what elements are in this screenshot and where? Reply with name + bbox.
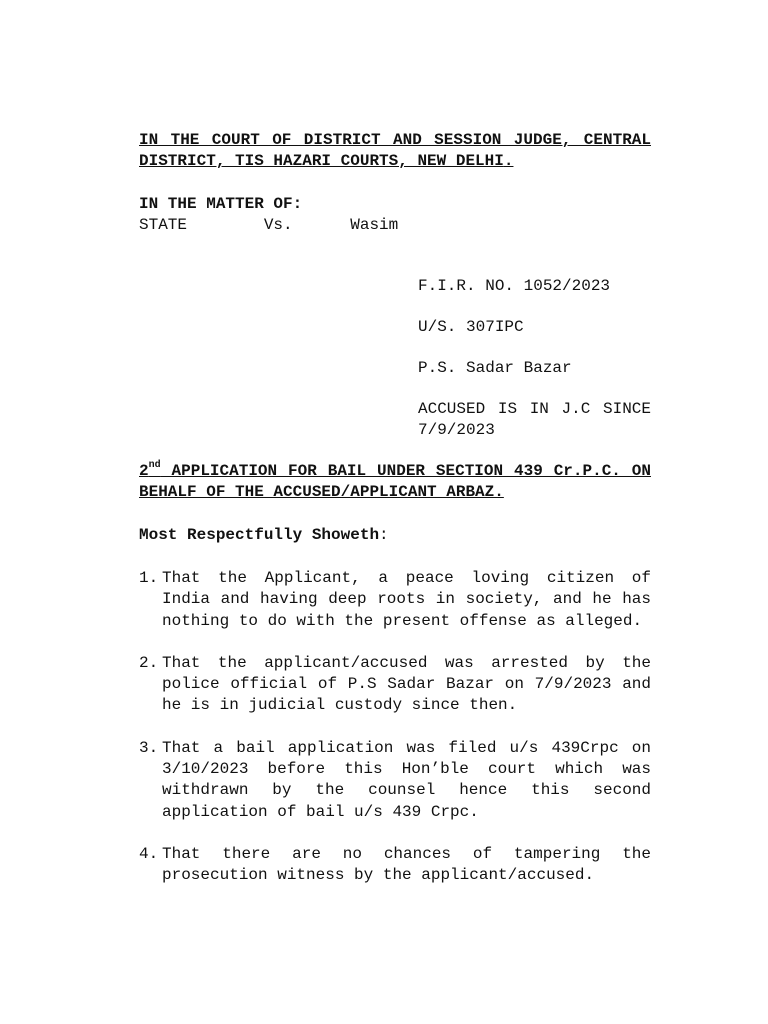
custody-status: ACCUSED IS IN J.C SINCE 7/9/2023 — [418, 400, 651, 439]
section-reference: U/S. 307IPC — [418, 318, 524, 336]
paragraph-text: That a bail application was filed u/s 439Crpc on 3/10/2023 before this Hon’ble court which was withdrawn by the counsel hence this second application of bail u/s 439 Crpc. — [162, 738, 651, 821]
parties-line — [139, 215, 651, 236]
paragraph-list — [139, 568, 651, 887]
paragraph-number: 1. — [139, 569, 159, 587]
party-one: STATE — [139, 216, 188, 234]
list-item — [139, 653, 651, 717]
list-item — [139, 738, 651, 823]
paragraph-number: 4. — [139, 844, 159, 863]
list-item — [139, 844, 651, 887]
fir-number: F.I.R. NO. 1052/2023 — [418, 277, 611, 295]
case-details — [418, 276, 651, 441]
application-ordinal: 2 — [139, 462, 149, 480]
paragraph-text: That the applicant/accused was arrested by the police official of P.S Sadar Bazar on 7/9/2023 and he is in judicial custody since then. — [162, 653, 651, 715]
paragraph-number: 2. — [139, 653, 159, 672]
court-heading-period: . — [503, 152, 514, 170]
showeth-colon: : — [379, 526, 389, 544]
police-station: P.S. Sadar Bazar — [418, 359, 572, 377]
application-ordinal-suffix: nd — [148, 460, 161, 471]
paragraph-number: 3. — [139, 738, 159, 757]
application-title-text: APPLICATION FOR BAIL UNDER SECTION 439 Cr.P.C. ON BEHALF OF THE ACCUSED/APPLICANT ARBAZ. — [139, 462, 651, 501]
matter-title: IN THE MATTER OF: — [139, 195, 303, 213]
showeth-label: Most Respectfully Showeth — [139, 526, 380, 544]
court-heading-text: IN THE COURT OF DISTRICT AND SESSION JUDGE, CENTRAL DISTRICT, TIS HAZARI COURTS, NEW DELHI — [139, 131, 651, 170]
court-heading — [139, 130, 651, 172]
paragraph-text: That there are no chances of tampering the prosecution witness by the applicant/accused. — [162, 844, 651, 885]
showeth-heading — [139, 525, 651, 546]
paragraph-text: That the Applicant, a peace loving citizen of India and having deep roots in society, and he has nothing to do with the present offense as alleged. — [162, 569, 651, 630]
party-two: Wasim — [350, 216, 399, 234]
application-title — [139, 461, 651, 503]
document-page — [139, 130, 651, 908]
versus-text: Vs. — [263, 216, 293, 234]
list-item — [139, 568, 651, 632]
